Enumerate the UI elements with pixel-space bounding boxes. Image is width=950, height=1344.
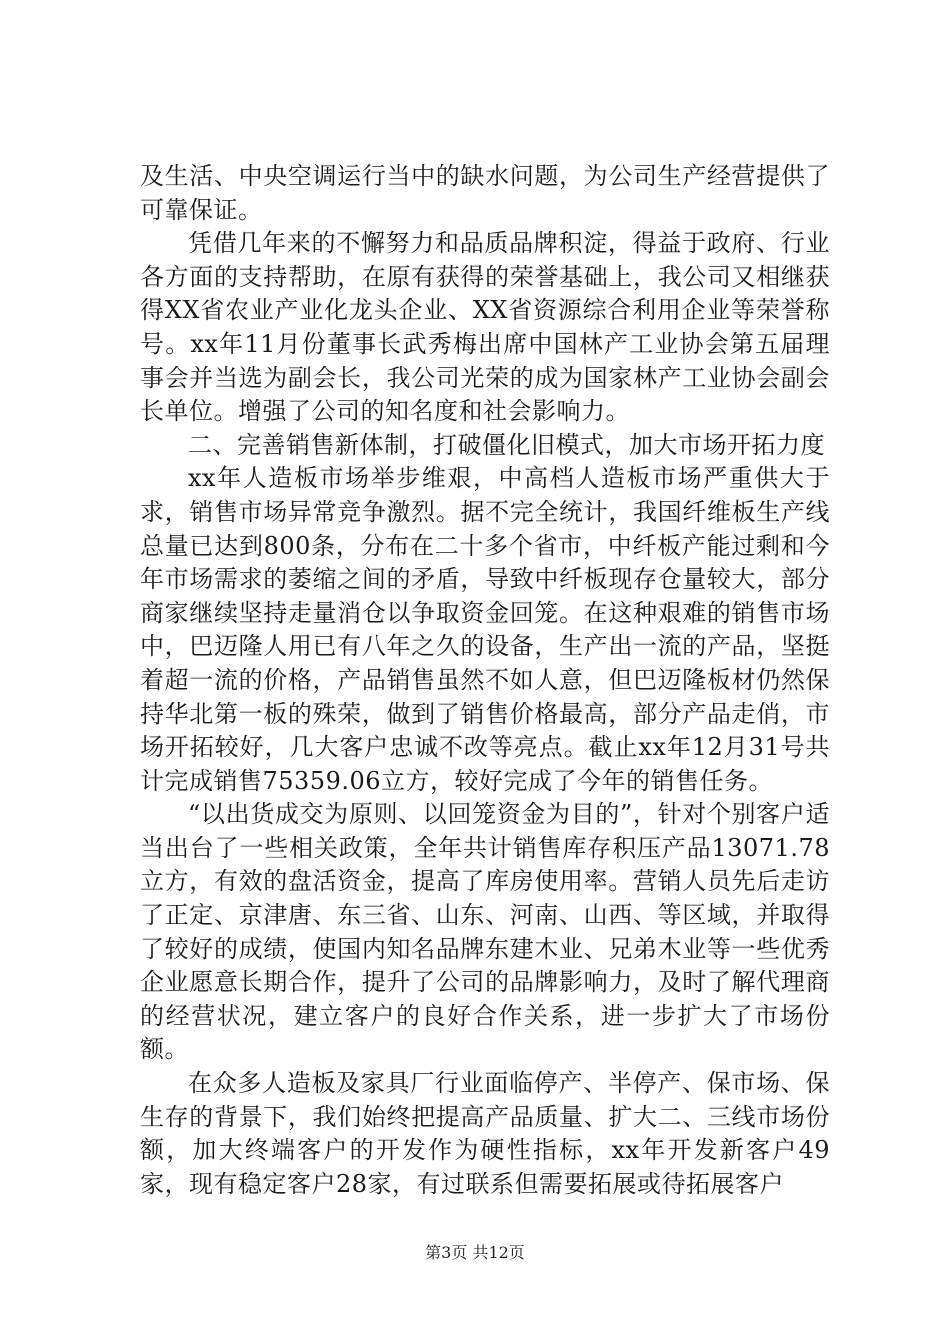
- paragraph-new-customers: 在众多人造板及家具厂行业面临停产、半停产、保市场、保生存的背景下，我们始终把提高产品质量、扩大二、三线市场份额，加大终端客户的开发作为硬性指标，xx年开发新客户49家，现有稳定客户28家，有过联系但需要拓展或待拓展客户: [140, 1069, 830, 1198]
- paragraph-market-situation: xx年人造板市场举步维艰，中高档人造板市场严重供大于求，销售市场异常竞争激烈。据不完全统计，我国纤维板生产线总量已达到800条，分布在二十多个省市，中纤板产能过剩和今年市场需求的萎缩之间的矛盾，导致中纤板现存仓量较大，部分商家继续坚持走量消仓以争取资金回笼。在这种艰难的销售市场中，巴迈隆人用已有八年之久的设备，生产出一流的产品，坚挺着超一流的价格，产品销售虽然不如人意，但巴迈隆板材仍然保持华北第一板的殊荣，做到了销售价格最高，部分产品走俏，市场开拓较好，几大客户忠诚不改等亮点。截止xx年12月31号共计完成销售75359.06立方，较好完成了今年的销售任务。: [140, 464, 830, 795]
- document-body: [140, 160, 830, 1201]
- paragraph-honors: 凭借几年来的不懈努力和品质品牌积淀，得益于政府、行业各方面的支持帮助，在原有获得的荣誉基础上，我公司又相继获得XX省农业产业化龙头企业、XX省资源综合利用企业等荣誉称号。xx年11月份董事长武秀梅出席中国林产工业协会第五届理事会并当选为副会长，我公司光荣的成为国家林产工业协会副会长单位。增强了公司的知名度和社会影响力。: [140, 229, 830, 426]
- paragraph-continuation: 及生活、中央空调运行当中的缺水问题，为公司生产经营提供了可靠保证。: [140, 162, 830, 224]
- page-number-footer: 第3页 共12页: [425, 1243, 525, 1262]
- paragraph-sales-policy: “以出货成交为原则、以回笼资金为目的”，针对个别客户适当出台了一些相关政策，全年共计销售库存积压产品13071.78立方，有效的盘活资金，提高了库房使用率。营销人员先后走访了正定、京津唐、东三省、山东、河南、山西、等区域，并取得了较好的成绩，使国内知名品牌东建木业、兄弟木业等一些优秀企业愿意长期合作，提升了公司的品牌影响力，及时了解代理商的经营状况，建立客户的良好合作关系，进一步扩大了市场份额。: [140, 800, 830, 1064]
- section-heading-sales: 二、完善销售新体制，打破僵化旧模式，加大市场开拓力度: [188, 430, 825, 459]
